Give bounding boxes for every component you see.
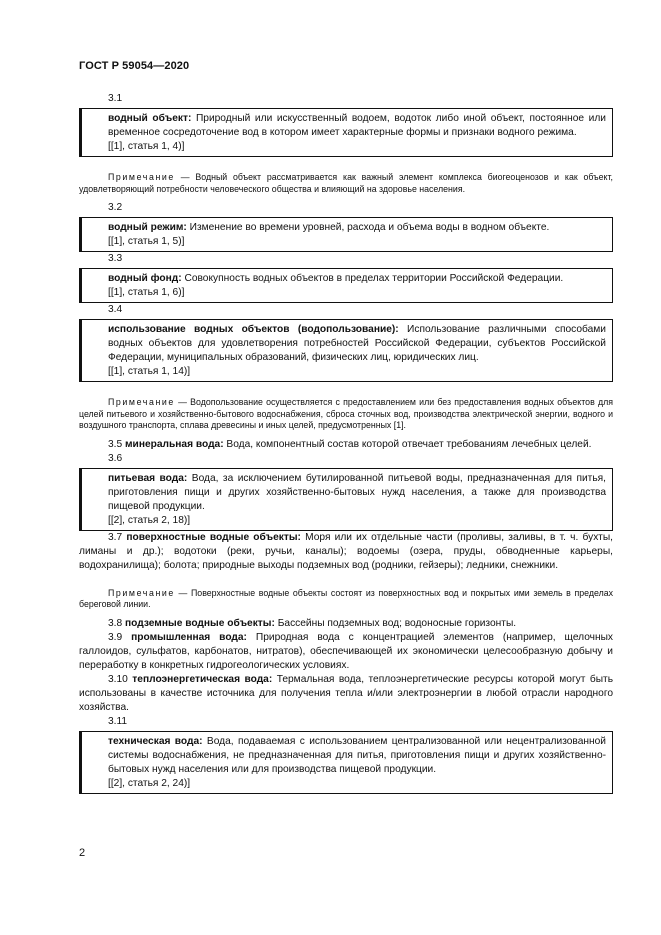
term-number: 3.1 [108,93,123,104]
note-water-object [79,172,613,195]
note-water-use [79,397,613,432]
term-reference: [[1], статья 1, 14)] [108,366,191,377]
term-paragraph-mineral-water [79,438,613,452]
term-name: поверхностные водные объекты: [126,531,301,543]
term-number: 3.7 [108,531,123,543]
term-name: минеральная вода: [125,438,224,450]
note-label: Примечание [108,587,175,598]
document-header: ГОСТ Р 59054—2020 [79,60,190,72]
term-box-water-fund [79,268,613,303]
term-definition: Моря или их отдельные части (проливы, заливы, в т. ч. бухты, лиманы и др.); водотоки (реки, ручьи, каналы); водоемы (озера, пруды, обводненные карьеры, водохранилища); болота; природные выходы подземных вод (родники, гейзеры); ледники, снежники. [79,531,613,571]
term-name: теплоэнергетическая вода: [132,673,273,685]
note-surface-water [79,588,613,611]
term-paragraph-surface-water [79,531,613,573]
term-name: водный режим: [108,222,187,233]
note-text: — Водопользование осуществляется с предоставлением или без предоставления водных объектов для целей питьевого и хозяйственно-бытового водоснабжения, сброса сточных вод, производства электрической энергии, водного и воздушного транспорта, сплава древесины и иных целей, предусмотренных [1]. [79,397,613,430]
term-box-water-use [79,319,613,382]
term-name: водный фонд: [108,273,182,284]
term-name: подземные водные объекты: [125,617,275,629]
page-number: 2 [79,847,86,859]
term-reference: [[2], статья 2, 24)] [108,777,191,789]
term-number: 3.8 [108,617,123,629]
note-text: — Поверхностные водные объекты состоят из поверхностных вод и покрытых ими земель в пределах береговой линии. [79,587,613,609]
term-paragraph-thermal-water [79,673,613,715]
term-reference: [[1], статья 1, 5)] [108,236,185,247]
note-label: Примечание [108,397,175,407]
term-definition: Вода, компонентный состав которой отвечает требованиям лечебных целей. [223,438,592,450]
term-box-water-regime [79,217,613,252]
note-text: — Водный объект рассматривается как важный элемент комплекса биогеоценозов и как объект, удовлетворяющий потребности человеческого общества и влияющий на здоровье населения. [79,172,613,194]
note-label: Примечание [108,172,175,182]
term-definition: Природный или искусственный водоем, водоток либо иной объект, постоянное или временное сосредоточение вод в котором имеет характерные формы и признаки водного режима. [108,113,606,138]
term-number: 3.9 [108,631,123,643]
term-definition: Совокупность водных объектов в пределах территории Российской Федерации. [181,273,564,284]
term-box-technical-water [79,731,613,794]
term-definition: Природная вода с концентрацией элементов (например, щелочных галлоидов, сульфатов, карбонатов, нитратов), обеспечивающей их экономически целесообразную добычу и переработку в конкретных гидрогеологических условиях. [79,631,613,671]
term-name: водный объект: [108,113,192,124]
term-name: промышленная вода: [131,631,247,643]
term-name: техническая вода: [108,735,203,747]
term-definition: Вода, за исключением бутилированной питьевой воды, предназначенная для питья, приготовления пищи и других хозяйственно-бытовых нужд населения, а также для производства пищевой продукции. [108,472,606,512]
term-name: питьевая вода: [108,472,188,484]
term-reference: [[2], статья 2, 18)] [108,514,191,526]
term-name: использование водных объектов (водопользование): [108,324,399,335]
term-reference: [[1], статья 1, 4)] [108,141,185,152]
term-number: 3.6 [108,452,123,464]
term-reference: [[1], статья 1, 6)] [108,287,185,298]
term-paragraph-underground-water [79,617,613,631]
term-number: 3.3 [108,253,123,264]
term-definition: Изменение во времени уровней, расхода и объема воды в водном объекте. [186,222,550,233]
term-definition: Вода, подаваемая с использованием централизованной или нецентрализованной системы водоснабжения, не предназначенная для питья, приготовления пищи и других хозяйственно-бытовых нужд населения или для производства пищевой продукции. [108,735,606,775]
term-number: 3.10 [108,673,128,685]
term-paragraph-industrial-water [79,631,613,673]
term-definition: Использование различными способами водных объектов для удовлетворения потребностей Российской Федерации, субъектов Российской Федерации, муниципальных образований, физических лиц, юридических лиц. [108,324,606,363]
term-number: 3.5 [108,438,123,450]
term-definition: Термальная вода, теплоэнергетические ресурсы которой могут быть использованы в качестве источника для получения тепла и/или электроэнергии в любой отрасли народного хозяйства. [79,673,614,713]
term-definition: Бассейны подземных вод; водоносные горизонты. [274,617,517,629]
term-box-water-object [79,108,613,157]
term-number: 3.2 [108,202,123,213]
document-body [79,92,613,794]
term-number: 3.4 [108,304,123,315]
term-number: 3.11 [108,715,128,727]
term-box-drinking-water [79,468,613,531]
